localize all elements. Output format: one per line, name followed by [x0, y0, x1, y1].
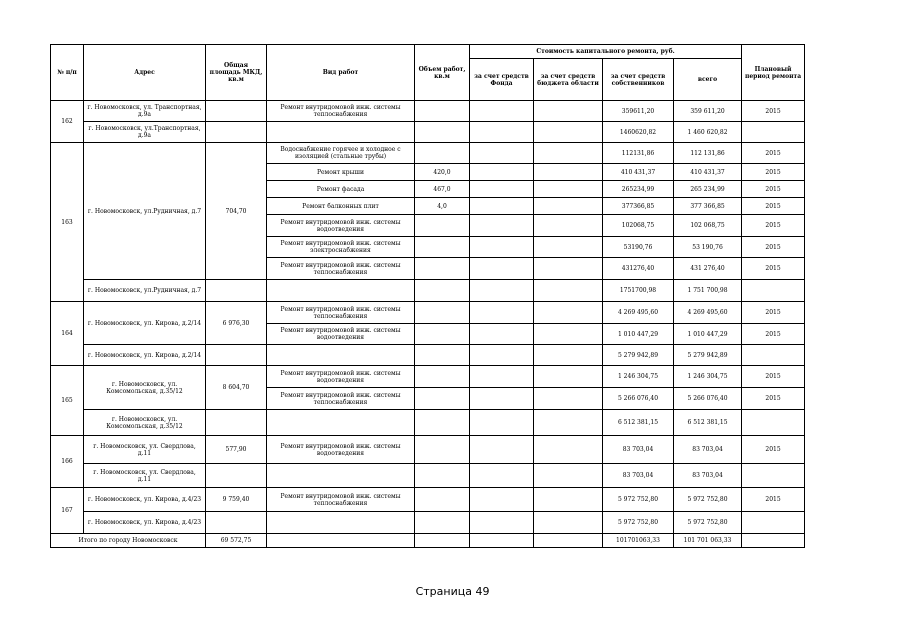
- cell-period: 2015: [742, 436, 805, 464]
- cell-volume: [415, 215, 470, 237]
- cell-fund: [470, 345, 534, 366]
- cell-region: [534, 436, 603, 464]
- header-address: Адрес: [84, 45, 206, 101]
- cell-region: [534, 324, 603, 345]
- cell-total: 359 611,20: [674, 101, 742, 122]
- cell-volume: [415, 345, 470, 366]
- cell-fund: [470, 143, 534, 164]
- cell-owners: 1751700,98: [603, 280, 674, 302]
- cell-area: [206, 122, 267, 143]
- cell-empty: [742, 534, 805, 548]
- cell-address: г. Новомосковск, ул. Свердлова, д.11: [84, 436, 206, 464]
- cell-address: г. Новомосковск, ул. Кирова, д.4/23: [84, 512, 206, 534]
- table-row-subtotal: [51, 410, 805, 436]
- cell-work: Ремонт внутридомовой инж. системы теплоснабжения: [267, 101, 415, 122]
- cell-region: [534, 302, 603, 324]
- table-row: [51, 143, 805, 164]
- cell-fund: [470, 464, 534, 488]
- cell-work: Ремонт внутридомовой инж. системы электроснабжения: [267, 237, 415, 258]
- cell-num: 167: [51, 488, 84, 534]
- cell-area: [206, 101, 267, 122]
- grand-total-owners: 101701063,33: [603, 534, 674, 548]
- table-row: [51, 488, 805, 512]
- cell-area: [206, 345, 267, 366]
- cell-owners: 5 279 942,89: [603, 345, 674, 366]
- cell-work: Ремонт фасада: [267, 181, 415, 198]
- header-owners: за счет средств собственников: [603, 59, 674, 101]
- cell-region: [534, 488, 603, 512]
- cell-volume: [415, 101, 470, 122]
- cell-owners: 6 512 381,15: [603, 410, 674, 436]
- cell-total: 410 431,37: [674, 164, 742, 181]
- cell-total: 1 751 700,98: [674, 280, 742, 302]
- cell-total: 1 460 620,82: [674, 122, 742, 143]
- header-period: Плановый период ремонта: [742, 45, 805, 101]
- cell-region: [534, 143, 603, 164]
- cell-work: Ремонт внутридомовой инж. системы водоотведения: [267, 436, 415, 464]
- cell-region: [534, 464, 603, 488]
- cell-work: Ремонт внутридомовой инж. системы теплоснабжения: [267, 302, 415, 324]
- header-volume: Объем работ, кв.м: [415, 45, 470, 101]
- cell-region: [534, 122, 603, 143]
- cell-period: 2015: [742, 164, 805, 181]
- cell-owners: 377366,85: [603, 198, 674, 215]
- cell-owners: 102068,75: [603, 215, 674, 237]
- cell-work: [267, 345, 415, 366]
- table-row: [51, 101, 805, 122]
- cell-area: 6 976,30: [206, 302, 267, 345]
- cell-volume: [415, 143, 470, 164]
- cell-fund: [470, 237, 534, 258]
- cell-total: 5 266 076,40: [674, 388, 742, 410]
- cell-volume: 420,0: [415, 164, 470, 181]
- cell-fund: [470, 512, 534, 534]
- cell-region: [534, 101, 603, 122]
- cell-fund: [470, 215, 534, 237]
- cell-volume: [415, 122, 470, 143]
- cell-volume: [415, 464, 470, 488]
- cell-region: [534, 198, 603, 215]
- grand-total-area: 69 572,75: [206, 534, 267, 548]
- cell-fund: [470, 258, 534, 280]
- header-area: Общая площадь МКД, кв.м: [206, 45, 267, 101]
- cell-volume: [415, 258, 470, 280]
- cell-work: Водоснабжение горячее и холодное с изоляцией (стальные трубы): [267, 143, 415, 164]
- cell-fund: [470, 436, 534, 464]
- cell-period: 2015: [742, 258, 805, 280]
- table-row-subtotal: [51, 512, 805, 534]
- cell-region: [534, 237, 603, 258]
- cell-area: 704,70: [206, 143, 267, 280]
- cell-address: г. Новомосковск, ул. Кирова, д.2/14: [84, 302, 206, 345]
- cell-fund: [470, 164, 534, 181]
- cell-owners: 83 703,04: [603, 464, 674, 488]
- cell-fund: [470, 488, 534, 512]
- cell-area: [206, 512, 267, 534]
- cell-address: г. Новомосковск, ул. Комсомольская, д.35/12: [84, 366, 206, 410]
- cell-total: 1 010 447,29: [674, 324, 742, 345]
- cell-volume: [415, 280, 470, 302]
- cell-period: [742, 464, 805, 488]
- cell-address: г. Новомосковск, ул.Транспортная, д.9а: [84, 122, 206, 143]
- cell-period: 2015: [742, 143, 805, 164]
- cell-total: 431 276,40: [674, 258, 742, 280]
- cell-region: [534, 164, 603, 181]
- cell-period: 2015: [742, 215, 805, 237]
- cell-total: 1 246 304,75: [674, 366, 742, 388]
- cell-owners: 265234,99: [603, 181, 674, 198]
- cell-empty: [470, 534, 534, 548]
- header-fund: за счет средств Фонда: [470, 59, 534, 101]
- header-total: всего: [674, 59, 742, 101]
- cell-volume: 4,0: [415, 198, 470, 215]
- cell-fund: [470, 324, 534, 345]
- cell-period: 2015: [742, 324, 805, 345]
- cell-region: [534, 366, 603, 388]
- cell-period: [742, 410, 805, 436]
- cell-fund: [470, 366, 534, 388]
- cell-region: [534, 410, 603, 436]
- cell-work: [267, 280, 415, 302]
- cell-region: [534, 181, 603, 198]
- cell-work: [267, 464, 415, 488]
- cell-volume: [415, 237, 470, 258]
- cell-region: [534, 280, 603, 302]
- cell-work: [267, 122, 415, 143]
- cell-volume: [415, 410, 470, 436]
- cell-volume: [415, 366, 470, 388]
- cell-period: [742, 345, 805, 366]
- cell-area: 9 759,40: [206, 488, 267, 512]
- table-row: [51, 436, 805, 464]
- cell-period: 2015: [742, 302, 805, 324]
- cell-volume: [415, 324, 470, 345]
- cell-total: 4 269 495,60: [674, 302, 742, 324]
- cell-fund: [470, 122, 534, 143]
- cell-num: 165: [51, 366, 84, 436]
- cell-volume: [415, 436, 470, 464]
- cell-address: г. Новомосковск, ул. Свердлова, д.11: [84, 464, 206, 488]
- cell-fund: [470, 181, 534, 198]
- header-region: за счет средств бюджета области: [534, 59, 603, 101]
- cell-address: г. Новомосковск, ул. Кирова, д.4/23: [84, 488, 206, 512]
- cell-area: 577,90: [206, 436, 267, 464]
- cell-region: [534, 215, 603, 237]
- cell-total: 377 366,85: [674, 198, 742, 215]
- cell-address: г. Новомосковск, ул.Рудничная, д.7: [84, 143, 206, 280]
- cell-owners: 53190,76: [603, 237, 674, 258]
- cell-region: [534, 512, 603, 534]
- cell-owners: 410 431,37: [603, 164, 674, 181]
- cell-work: Ремонт внутридомовой инж. системы теплоснабжения: [267, 258, 415, 280]
- cell-owners: 112131,86: [603, 143, 674, 164]
- page-number: Страница 49: [415, 585, 490, 598]
- cell-total: 112 131,86: [674, 143, 742, 164]
- cell-period: [742, 512, 805, 534]
- cell-total: 265 234,99: [674, 181, 742, 198]
- header-num: № п/п: [51, 45, 84, 101]
- cell-empty: [534, 534, 603, 548]
- cell-owners: 83 703,04: [603, 436, 674, 464]
- cell-address: г. Новомосковск, ул. Транспортная, д.9а: [84, 101, 206, 122]
- document-page: [50, 44, 804, 549]
- cell-owners: 5 972 752,80: [603, 512, 674, 534]
- cell-work: [267, 410, 415, 436]
- cell-volume: 467,0: [415, 181, 470, 198]
- cell-owners: 1 010 447,29: [603, 324, 674, 345]
- cell-work: Ремонт внутридомовой инж. системы теплоснабжения: [267, 488, 415, 512]
- cell-period: 2015: [742, 198, 805, 215]
- cell-fund: [470, 410, 534, 436]
- cell-total: 53 190,76: [674, 237, 742, 258]
- cell-fund: [470, 101, 534, 122]
- cell-empty: [415, 534, 470, 548]
- cell-period: [742, 122, 805, 143]
- cell-address: г. Новомосковск, ул. Комсомольская, д.35/12: [84, 410, 206, 436]
- cell-total: 83 703,04: [674, 436, 742, 464]
- cell-total: 5 972 752,80: [674, 512, 742, 534]
- cell-area: [206, 464, 267, 488]
- cell-num: 163: [51, 143, 84, 302]
- cell-work: Ремонт балконных плит: [267, 198, 415, 215]
- cell-area: 8 604,70: [206, 366, 267, 410]
- cell-volume: [415, 488, 470, 512]
- cell-region: [534, 258, 603, 280]
- cell-empty: [267, 534, 415, 548]
- cell-total: 6 512 381,15: [674, 410, 742, 436]
- cell-fund: [470, 280, 534, 302]
- cell-num: 164: [51, 302, 84, 366]
- cell-period: 2015: [742, 366, 805, 388]
- cell-work: Ремонт крыши: [267, 164, 415, 181]
- cell-period: 2015: [742, 237, 805, 258]
- cell-owners: 4 269 495,60: [603, 302, 674, 324]
- cell-fund: [470, 302, 534, 324]
- cell-fund: [470, 388, 534, 410]
- cell-work: Ремонт внутридомовой инж. системы водоотведения: [267, 366, 415, 388]
- capital-repair-table: [50, 44, 805, 548]
- header-cost-group: Стоимость капитального ремонта, руб.: [470, 45, 742, 59]
- header-work: Вид работ: [267, 45, 415, 101]
- cell-fund: [470, 198, 534, 215]
- cell-work: Ремонт внутридомовой инж. системы водоотведения: [267, 215, 415, 237]
- table-row-subtotal: [51, 122, 805, 143]
- cell-owners: 431276,40: [603, 258, 674, 280]
- table-row-subtotal: [51, 464, 805, 488]
- cell-owners: 359611,20: [603, 101, 674, 122]
- cell-owners: 1 246 304,75: [603, 366, 674, 388]
- table-row-subtotal: [51, 280, 805, 302]
- cell-work: Ремонт внутридомовой инж. системы теплоснабжения: [267, 388, 415, 410]
- cell-owners: 5 266 076,40: [603, 388, 674, 410]
- cell-volume: [415, 388, 470, 410]
- cell-volume: [415, 302, 470, 324]
- cell-total: 83 703,04: [674, 464, 742, 488]
- cell-volume: [415, 512, 470, 534]
- cell-period: 2015: [742, 388, 805, 410]
- cell-address: г. Новомосковск, ул.Рудничная, д.7: [84, 280, 206, 302]
- cell-owners: 5 972 752,80: [603, 488, 674, 512]
- grand-total-sum: 101 701 063,33: [674, 534, 742, 548]
- grand-total-label: Итого по городу Новомосковск: [51, 534, 206, 548]
- cell-num: 162: [51, 101, 84, 143]
- cell-num: 166: [51, 436, 84, 488]
- table-row-subtotal: [51, 345, 805, 366]
- cell-region: [534, 388, 603, 410]
- cell-area: [206, 410, 267, 436]
- cell-period: 2015: [742, 488, 805, 512]
- cell-owners: 1460620,82: [603, 122, 674, 143]
- cell-total: 5 972 752,80: [674, 488, 742, 512]
- cell-work: [267, 512, 415, 534]
- cell-region: [534, 345, 603, 366]
- grand-total-row: [51, 534, 805, 548]
- cell-address: г. Новомосковск, ул. Кирова, д.2/14: [84, 345, 206, 366]
- cell-area: [206, 280, 267, 302]
- cell-work: Ремонт внутридомовой инж. системы водоотведения: [267, 324, 415, 345]
- cell-total: 5 279 942,89: [674, 345, 742, 366]
- table-row: [51, 302, 805, 324]
- cell-period: 2015: [742, 181, 805, 198]
- cell-period: [742, 280, 805, 302]
- table-row: [51, 366, 805, 388]
- cell-period: 2015: [742, 101, 805, 122]
- cell-total: 102 068,75: [674, 215, 742, 237]
